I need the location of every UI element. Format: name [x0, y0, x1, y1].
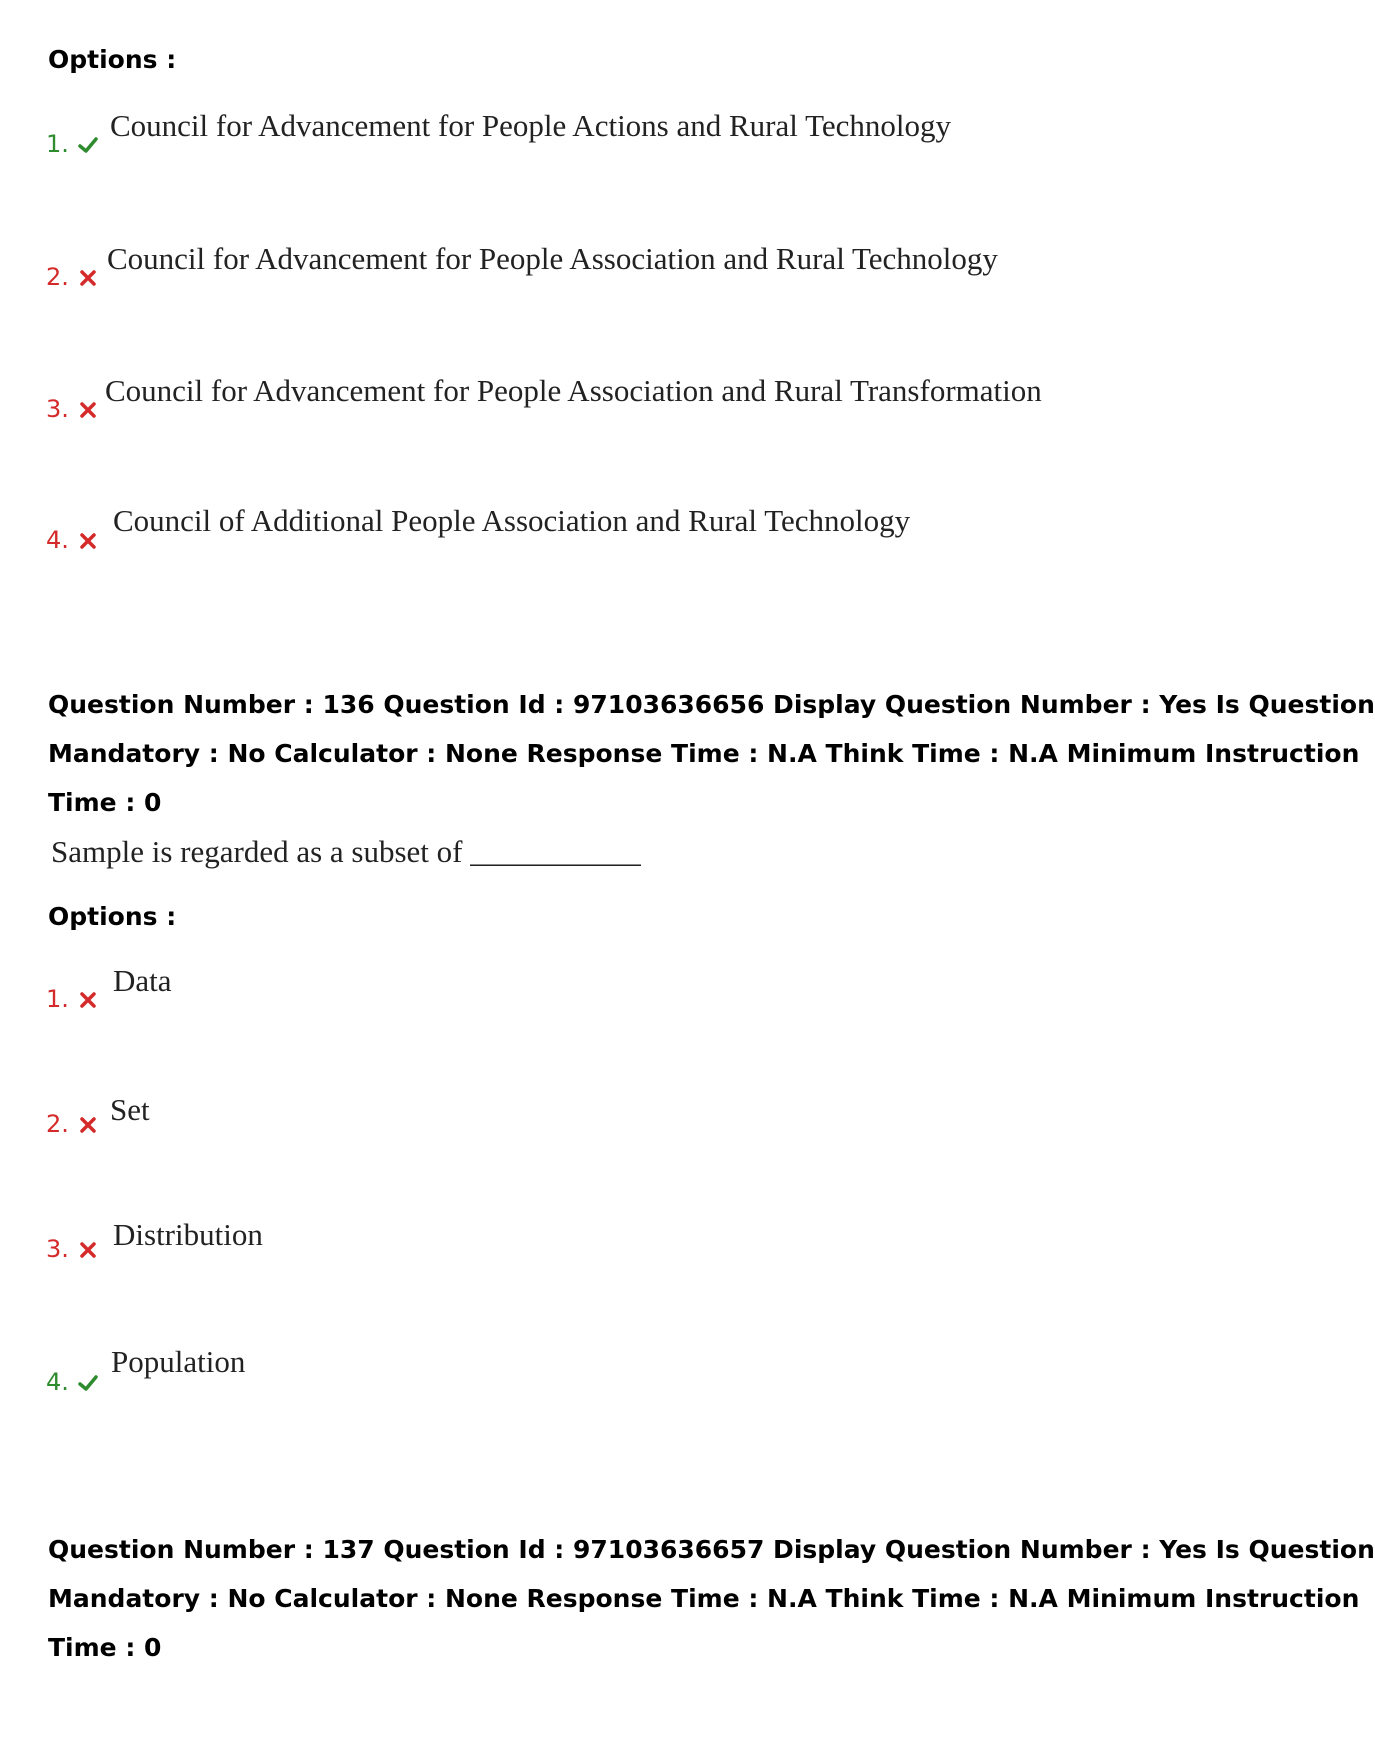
question-136-text: Sample is regarded as a subset of ___________ — [51, 834, 641, 869]
option-1-text: Council for Advancement for People Actions and Rural Technology — [110, 108, 951, 143]
cross-icon — [77, 267, 99, 289]
q136-option-3-number: 3. — [46, 1235, 99, 1263]
question-136-options-label: Options : — [48, 902, 177, 931]
q136-option-3-text: Distribution — [113, 1217, 263, 1252]
option-2-number: 2. — [46, 263, 99, 291]
question-136-meta-line-1: Question Number : 136 Question Id : 97103636656 Display Question Number : Yes Is Question — [48, 690, 1375, 719]
q136-option-1-number: 1. — [46, 985, 99, 1013]
q136-option-1-text: Data — [113, 963, 172, 998]
question-136-meta-line-2: Mandatory : No Calculator : None Response Time : N.A Think Time : N.A Minimum Instruction — [48, 739, 1360, 768]
question-137-meta-line-3: Time : 0 — [48, 1633, 162, 1662]
cross-icon — [77, 399, 99, 421]
cross-icon — [77, 1114, 99, 1136]
check-icon — [77, 134, 99, 156]
option-3-text: Council for Advancement for People Association and Rural Transformation — [105, 373, 1042, 408]
question-137-meta-line-2: Mandatory : No Calculator : None Response Time : N.A Think Time : N.A Minimum Instruction — [48, 1584, 1360, 1613]
cross-icon — [77, 989, 99, 1011]
question-136-meta-line-3: Time : 0 — [48, 788, 162, 817]
cross-icon — [77, 1239, 99, 1261]
q136-option-4-number: 4. — [46, 1368, 99, 1396]
option-1-number: 1. — [46, 130, 99, 158]
check-icon — [77, 1372, 99, 1394]
option-3-number: 3. — [46, 395, 99, 423]
option-2-text: Council for Advancement for People Association and Rural Technology — [107, 241, 998, 276]
options-label: Options : — [48, 45, 177, 74]
q136-option-2-text: Set — [110, 1092, 150, 1127]
option-4-text: Council of Additional People Association and Rural Technology — [113, 503, 911, 538]
q136-option-2-number: 2. — [46, 1110, 99, 1138]
cross-icon — [77, 530, 99, 552]
question-137-meta-line-1: Question Number : 137 Question Id : 97103636657 Display Question Number : Yes Is Question — [48, 1535, 1375, 1564]
q136-option-4-text: Population — [111, 1344, 246, 1379]
option-4-number: 4. — [46, 526, 99, 554]
